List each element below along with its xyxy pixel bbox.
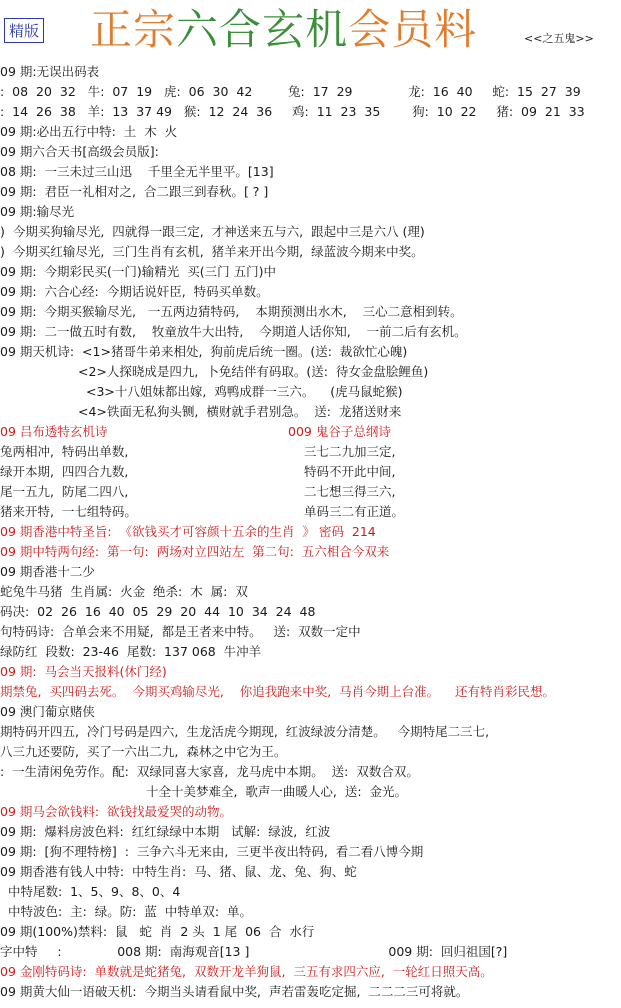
subtitle: <<之五鬼>>: [524, 32, 594, 45]
text-line: 09 期: 今期彩民买(一门)输精光 买(三门 五门)中: [0, 264, 276, 279]
text-line: 蛇兔牛马猪 生肖属: 火金 绝杀: 木 属: 双: [0, 584, 248, 599]
text-line: 八三九还要防, 买了一六出二九, 森林之中它为王。: [0, 744, 287, 759]
text-line: 09 期: 二一做五时有数, 牧童放牛大出特, 今期道人话你知, 一前二后有玄机。: [0, 324, 467, 339]
text-line: 句特码诗: 合单会来不用疑, 都是王者来中特。 送: 双数一定中: [0, 624, 361, 639]
text-line: 十全十美梦难全, 歌声一曲暖人心, 送: 金光。: [146, 784, 407, 799]
text-line: 绿防红 段数: 23-46 尾数: 137 068 牛冲羊: [0, 644, 262, 659]
text-line: 09 期香港中特圣旨: 《欲钱买才可容颜十五余的生肖 》 密码 214: [0, 524, 376, 539]
text-line: 09 期: 马会当天报料(休门经): [0, 664, 167, 679]
text-line: 09 吕布透特玄机诗: [0, 424, 108, 439]
text-line: 09 期: 今期买猴输尽光, 一五两边猜特码, 本期预测出水木, 三心二意相到转。: [0, 304, 463, 319]
text-line: ) 今期买红输尽光, 三门生肖有玄机, 猪羊来开出今期, 绿蓝波今期来中奖。: [0, 244, 424, 259]
title-char: 员: [391, 5, 435, 54]
text-line: 09 期:无误出码表: [0, 64, 100, 79]
text-line: <4>铁面无私狗头铡, 横财就手君别急。 送: 龙猪送财来: [78, 404, 402, 419]
text-line: 09 期: 六合心经: 今期话说奸臣, 特码买单数。: [0, 284, 269, 299]
text-line: 猪来开特, 一七组特码。: [0, 504, 137, 519]
text-line: 09 期六合天书[高级会员版]:: [0, 144, 159, 159]
text-line: 09 期(100%)禁料: 鼠 蛇 肖 2 头 1 尾 06 合 水行: [0, 924, 315, 939]
text-line: 期特码开四五, 冷门号码是四六, 生龙活虎今期现, 红波绿波分清楚。 今期特尾二三七,: [0, 724, 490, 739]
text-line: : 一生清闲免劳作。配: 双绿同喜大家喜, 龙马虎中本期。 送: 双数合双。: [0, 764, 419, 779]
text-line: 09 期: [狗不理特榜] : 三争六斗无来由, 三更半夜出特码, 看二看八博今期: [0, 844, 424, 859]
text-line-right: 特码不开此中间,: [304, 464, 396, 479]
text-line: 08 期: 一三未过三山迅 千里全无半里平。[13]: [0, 164, 274, 179]
text-line: 09 期:必出五行中特: 土 木 火: [0, 124, 178, 139]
text-line: 09 澳门葡京赌侠: [0, 704, 95, 719]
title-char: 正: [90, 5, 134, 54]
text-line-right: 二七想三得三六,: [304, 484, 396, 499]
title-char: 会: [348, 5, 392, 54]
text-line: 兔两相冲, 特码出单数,: [0, 444, 129, 459]
text-line: 09 期中特两句经: 第一句: 两场对立四站左 第二句: 五六相合今双来: [0, 544, 390, 559]
text-line: 09 期香港十二少: [0, 564, 95, 579]
text-line: ) 今期买狗输尽光, 四就得一跟三定, 才神送来五与六, 跟起中三是六八 (理): [0, 224, 425, 239]
text-line: 期禁兔, 买四码去死。 今期买鸡输尽光, 你追我跑来中奖, 马肖今期上台准。 还有特肖彩民想。: [0, 684, 556, 699]
text-line-right: 三七二九加三定,: [304, 444, 396, 459]
title-char: 机: [305, 5, 349, 54]
text-line: 09 期香港有钱人中特: 中特生肖: 马、猪、鼠、龙、兔、狗、蛇: [0, 864, 357, 879]
title-char: 料: [434, 5, 478, 54]
text-line: 码决: 02 26 16 40 05 29 20 44 10 34 24 48: [0, 604, 316, 619]
text-line-right: 单码三二有正道。: [304, 504, 405, 519]
edition-badge[interactable]: 精版: [4, 18, 44, 43]
title-char: 六: [176, 5, 220, 54]
text-line: 09 期天机诗: <1>猪哥牛弟来相处, 狗前虎后统一圈。(送: 裁欲忙心魄): [0, 344, 408, 359]
text-line: 字中特 : 008 期: 南海观音[13 ] 009 期: 回归祖国[?]: [0, 944, 508, 959]
text-line: : 14 26 38 羊: 13 37 49 猴: 12 24 36 鸡: 11 23 35 狗: 10 22 猪: 09 21 33: [0, 104, 585, 119]
text-line: 09 期:输尽光: [0, 204, 75, 219]
text-line: 绿开本期, 四四合九数,: [0, 464, 129, 479]
text-line: 中特波色: 主: 绿。防: 蓝 中特单双: 单。: [0, 904, 253, 919]
text-line: 09 期: 爆料房波色料: 红红绿绿中本期 试解: 绿波, 红波: [0, 824, 331, 839]
text-line: <2>人探晓成是四九, 卜免结伴有码取。(送: 待女金盘脍鲤鱼): [78, 364, 429, 379]
text-line-right: 009 鬼谷子总纲诗: [288, 424, 391, 439]
text-line: 中特尾数: 1、5、9、8、0、4: [0, 884, 181, 899]
text-line: 尾一五九, 防尾二四八,: [0, 484, 129, 499]
page-title: [90, 6, 477, 54]
text-line: : 08 20 32 牛: 07 19 虎: 06 30 42 兔: 17 29 龙: 16 40 蛇: 15 27 39: [0, 84, 581, 99]
text-line: 09 期黄大仙一语破天机: 今期当头请看鼠中奖, 声若雷轰吃定掘, 二二二三可将就。: [0, 984, 469, 999]
title-char: 合: [219, 5, 263, 54]
text-line: 09 金刚特码诗: 单数就是蛇猪兔, 双数开龙羊狗鼠, 三五有求四六应, 一轮红日照天高。: [0, 964, 493, 979]
text-line: 09 期: 君臣一礼相对之, 合二跟三到春秋。[ ? ]: [0, 184, 269, 199]
title-char: 玄: [262, 5, 306, 54]
text-line: <3>十八姐妹都出嫁, 鸡鸭成群一三六。 (虎马鼠蛇猴): [86, 384, 403, 399]
page-header: [0, 0, 621, 58]
text-line: 09 期马会欲钱料: 欲钱找最爱哭的动物。: [0, 804, 233, 819]
title-char: 宗: [133, 5, 177, 54]
